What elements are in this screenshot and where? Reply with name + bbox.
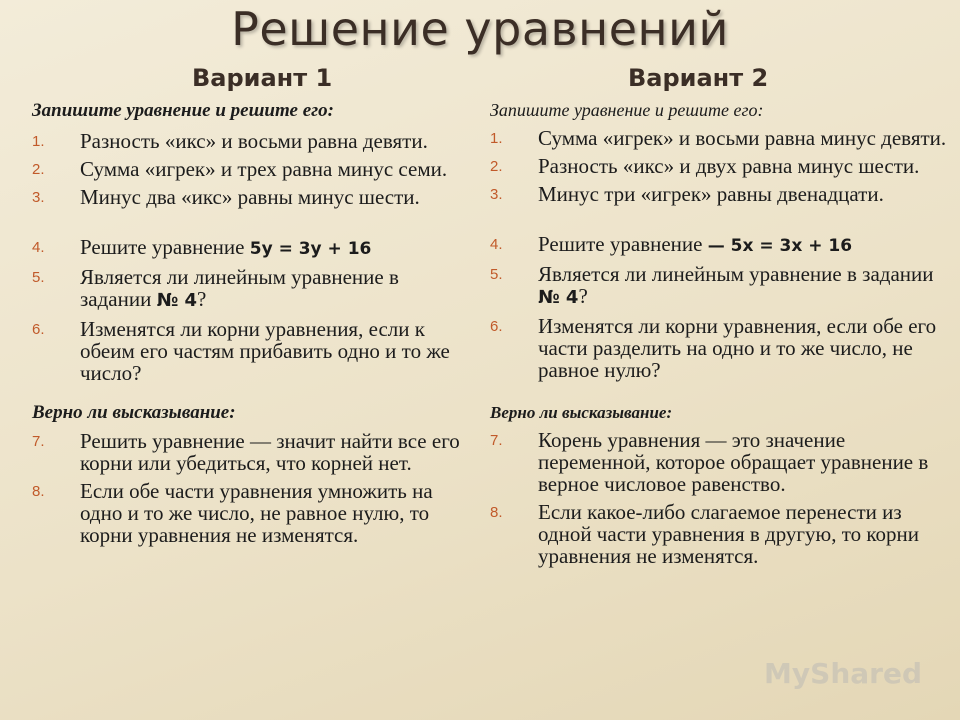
task-list-b: [490, 429, 950, 567]
list-item: [32, 236, 472, 260]
item-number: 4.: [490, 236, 503, 253]
item-number: 3.: [32, 189, 45, 206]
section-heading: Верно ли высказывание:: [32, 402, 236, 423]
task-intro: Запишите уравнение и решите его:: [490, 100, 764, 120]
list-item: [32, 186, 472, 208]
task-list-a: [490, 127, 950, 205]
item-number: 8.: [490, 504, 503, 521]
variant-1-heading: Вариант 1: [192, 64, 333, 92]
item-text: Изменятся ли корни уравнения, если к обеим его частям прибавить одно и то же число?: [80, 317, 450, 385]
page-title: Решение уравнений: [231, 2, 729, 56]
item-text: Корень уравнения — это значение переменной, которое обращает уравнение в верное числовое равенство.: [538, 428, 929, 496]
item-text: Минус два «икс» равны минус шести.: [80, 185, 420, 209]
variant-1-column: [32, 100, 472, 552]
item-tail: ?: [578, 284, 588, 308]
list-item: [490, 429, 950, 495]
item-text: Разность «икс» и восьми равна девяти.: [80, 129, 428, 153]
list-item: [490, 315, 950, 381]
item-text: Решить уравнение — значит найти все его корни или убедиться, что корней нет.: [80, 429, 460, 475]
item-number: 1.: [32, 133, 45, 150]
list-item: [490, 183, 950, 205]
item-text: Сумма «игрек» и трех равна минус семи.: [80, 157, 448, 181]
list-item: [490, 233, 950, 257]
item-number: 7.: [490, 432, 503, 449]
item-text: Решите уравнение: [538, 232, 708, 256]
task-list-solve: [32, 236, 472, 384]
item-number: 4.: [32, 239, 45, 256]
list-item: [490, 127, 950, 149]
item-number: 6.: [490, 318, 503, 335]
equation: — 5x = 3x + 16: [707, 236, 853, 256]
list-item: [32, 480, 472, 546]
item-text: Решите уравнение: [80, 235, 250, 259]
list-item: [32, 266, 472, 312]
item-number: 5.: [490, 266, 503, 283]
item-number: 7.: [32, 433, 45, 450]
list-item: [490, 501, 950, 567]
item-number: 5.: [32, 269, 45, 286]
task-reference: № 4: [156, 290, 198, 311]
item-text: Является ли линейным уравнение в задании: [80, 265, 399, 311]
item-number: 8.: [32, 483, 45, 500]
item-text: Минус три «игрек» равны двенадцати.: [538, 182, 884, 206]
item-text: Является ли линейным уравнение в задании: [538, 262, 934, 286]
task-intro: Запишите уравнение и решите его:: [32, 100, 334, 121]
equation: 5y = 3y + 16: [249, 239, 372, 259]
item-text: Если обе части уравнения умножить на одно и то же число, не равное нулю, то корни уравнения не изменятся.: [80, 479, 433, 547]
list-item: [32, 158, 472, 180]
list-item: [32, 430, 472, 474]
list-item: [490, 263, 950, 309]
item-number: 2.: [32, 161, 45, 178]
task-reference: № 4: [538, 287, 579, 308]
watermark-logo: MyShared: [764, 657, 922, 690]
list-item: [32, 318, 472, 384]
task-list-b: [32, 430, 472, 546]
section-heading: Верно ли высказывание:: [490, 403, 673, 422]
item-number: 1.: [490, 130, 503, 147]
item-number: 6.: [32, 321, 45, 338]
item-text: Если какое-либо слагаемое перенести из одной части уравнения в другую, то корни уравнения не изменятся.: [538, 500, 919, 568]
item-text: Сумма «игрек» и восьми равна минус девяти.: [538, 126, 947, 150]
item-tail: ?: [197, 287, 207, 311]
variant-2-heading: Вариант 2: [628, 64, 769, 92]
list-item: [32, 130, 472, 152]
list-item: [490, 155, 950, 177]
item-text: Изменятся ли корни уравнения, если обе его части разделить на одно и то же число, не равное нулю?: [538, 314, 937, 382]
task-list-solve: [490, 233, 950, 381]
task-list-a: [32, 130, 472, 208]
item-number: 3.: [490, 186, 503, 203]
variant-2-column: [490, 100, 950, 573]
item-number: 2.: [490, 158, 503, 175]
item-text: Разность «икс» и двух равна минус шести.: [538, 154, 920, 178]
